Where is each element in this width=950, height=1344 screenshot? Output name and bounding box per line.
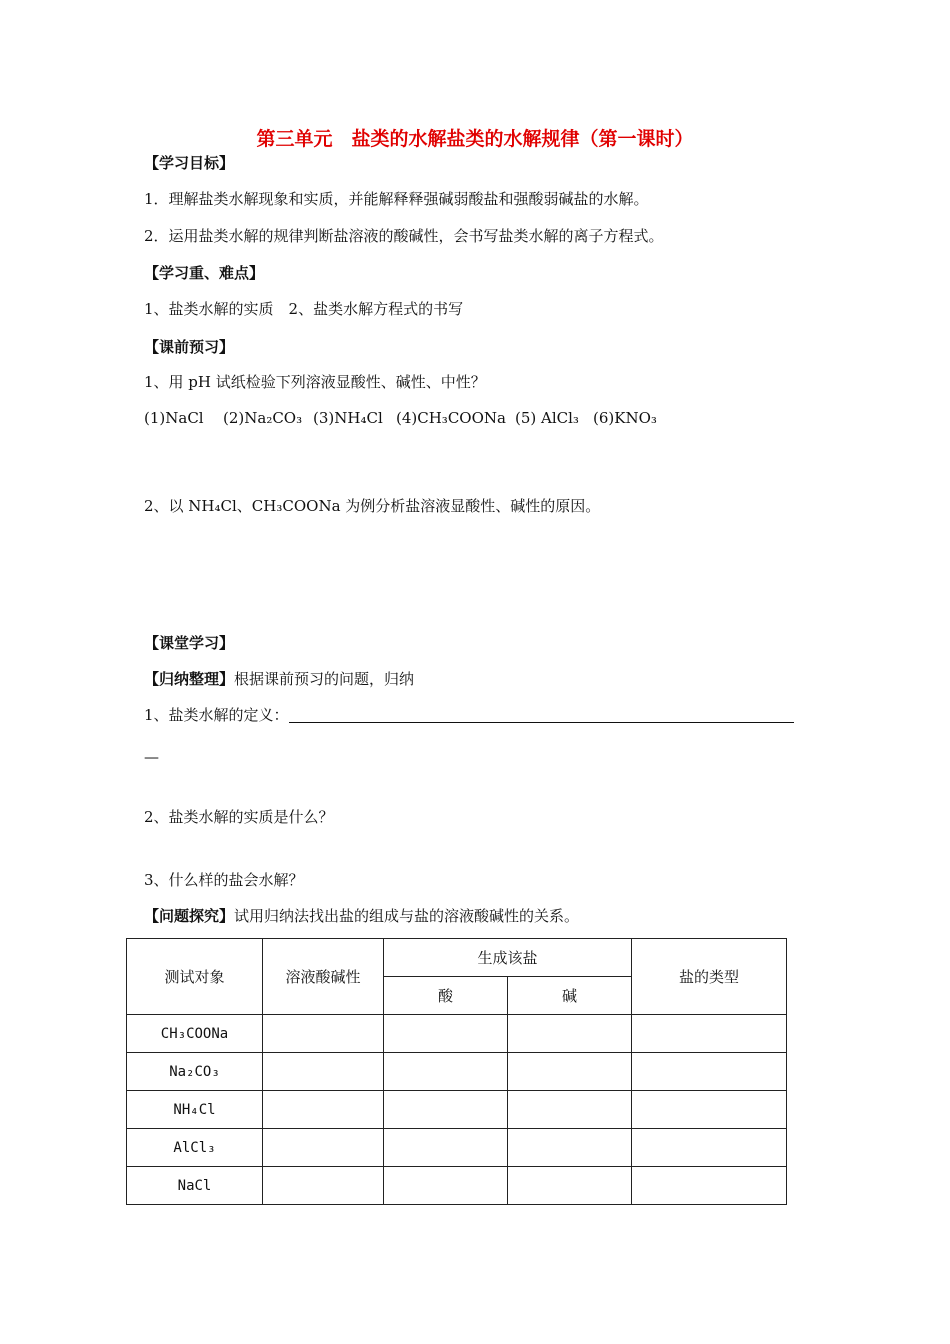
- table-row: [127, 1053, 787, 1091]
- table-row: [127, 1167, 787, 1205]
- answer-cell[interactable]: [384, 1053, 508, 1091]
- salt-cell: Na₂CO₃: [127, 1053, 263, 1091]
- salt-cell: CH₃COONa: [127, 1015, 263, 1053]
- answer-cell[interactable]: [632, 1015, 787, 1053]
- answer-cell[interactable]: [263, 1167, 384, 1205]
- preview-item-2: (2)Na₂CO₃: [223, 409, 303, 427]
- summary-line: [144, 668, 414, 689]
- answer-cell[interactable]: [263, 1015, 384, 1053]
- definition-blank-tail: —: [144, 748, 159, 766]
- explore-line: [144, 905, 579, 926]
- answer-cell[interactable]: [263, 1091, 384, 1129]
- salt-cell: AlCl₃: [127, 1129, 263, 1167]
- objective-item-2: 2．运用盐类水解的规律判断盐溶液的酸碱性，会书写盐类水解的离子方程式。: [144, 227, 664, 245]
- preview-question-2: 2、以 NH₄Cl、CH₃COONa 为例分析盐溶液显酸性、碱性的原因。: [144, 497, 601, 515]
- table-row: [127, 1091, 787, 1129]
- page-title: 第三单元 盐类的水解盐类的水解规律（第一课时）: [256, 128, 694, 150]
- header-generated: 生成该盐: [384, 939, 632, 977]
- preview-item-1: (1)NaCl: [144, 409, 204, 427]
- answer-cell[interactable]: [384, 1129, 508, 1167]
- answer-cell[interactable]: [508, 1167, 632, 1205]
- classroom-heading: 【课堂学习】: [144, 634, 235, 652]
- preview-item-6: (6)KNO₃: [593, 409, 657, 427]
- objectives-heading: 【学习目标】: [144, 154, 235, 172]
- preview-item-3: (3)NH₄Cl: [313, 409, 383, 427]
- answer-cell[interactable]: [384, 1167, 508, 1205]
- preview-heading: 【课前预习】: [144, 338, 235, 356]
- answer-cell[interactable]: [384, 1015, 508, 1053]
- answer-cell[interactable]: [508, 1129, 632, 1167]
- essence-question: 2、盐类水解的实质是什么？: [144, 808, 334, 826]
- objective-item-1: 1．理解盐类水解现象和实质，并能解释释强碱弱酸盐和强酸弱碱盐的水解。: [144, 190, 649, 208]
- salt-cell: NH₄Cl: [127, 1091, 263, 1129]
- preview-question-1: 1、用 pH 试纸检验下列溶液显酸性、碱性、中性？: [144, 373, 486, 391]
- explore-label: 【问题探究】: [144, 907, 235, 925]
- table-row: [127, 1015, 787, 1053]
- summary-label: 【归纳整理】: [144, 670, 235, 688]
- answer-cell[interactable]: [508, 1091, 632, 1129]
- salt-cell: NaCl: [127, 1167, 263, 1205]
- answer-cell[interactable]: [263, 1129, 384, 1167]
- answer-cell[interactable]: [384, 1091, 508, 1129]
- table-row: [127, 1129, 787, 1167]
- answer-cell[interactable]: [508, 1015, 632, 1053]
- preview-item-4: (4)CH₃COONa: [396, 409, 506, 427]
- salt-table: [126, 938, 787, 1205]
- answer-cell[interactable]: [263, 1053, 384, 1091]
- preview-item-5: (5) AlCl₃: [515, 409, 579, 427]
- summary-text: 根据课前预习的问题，归纳: [234, 670, 415, 688]
- definition-blank[interactable]: [289, 708, 794, 723]
- answer-cell[interactable]: [632, 1091, 787, 1129]
- key-points-text: 1、盐类水解的实质 2、盐类水解方程式的书写: [144, 300, 464, 318]
- answer-cell[interactable]: [508, 1053, 632, 1091]
- answer-cell[interactable]: [632, 1053, 787, 1091]
- header-object: 测试对象: [127, 939, 263, 1015]
- answer-cell[interactable]: [632, 1129, 787, 1167]
- header-type: 盐的类型: [632, 939, 787, 1015]
- definition-question: 1、盐类水解的定义：: [144, 706, 289, 724]
- header-base: 碱: [508, 977, 632, 1015]
- explore-text: 试用归纳法找出盐的组成与盐的溶液酸碱性的关系。: [234, 907, 580, 925]
- definition-line: [144, 704, 794, 725]
- answer-cell[interactable]: [632, 1167, 787, 1205]
- header-acid: 酸: [384, 977, 508, 1015]
- which-salts-question: 3、什么样的盐会水解？: [144, 871, 304, 889]
- header-acidity: 溶液酸碱性: [263, 939, 384, 1015]
- key-points-heading: 【学习重、难点】: [144, 264, 265, 282]
